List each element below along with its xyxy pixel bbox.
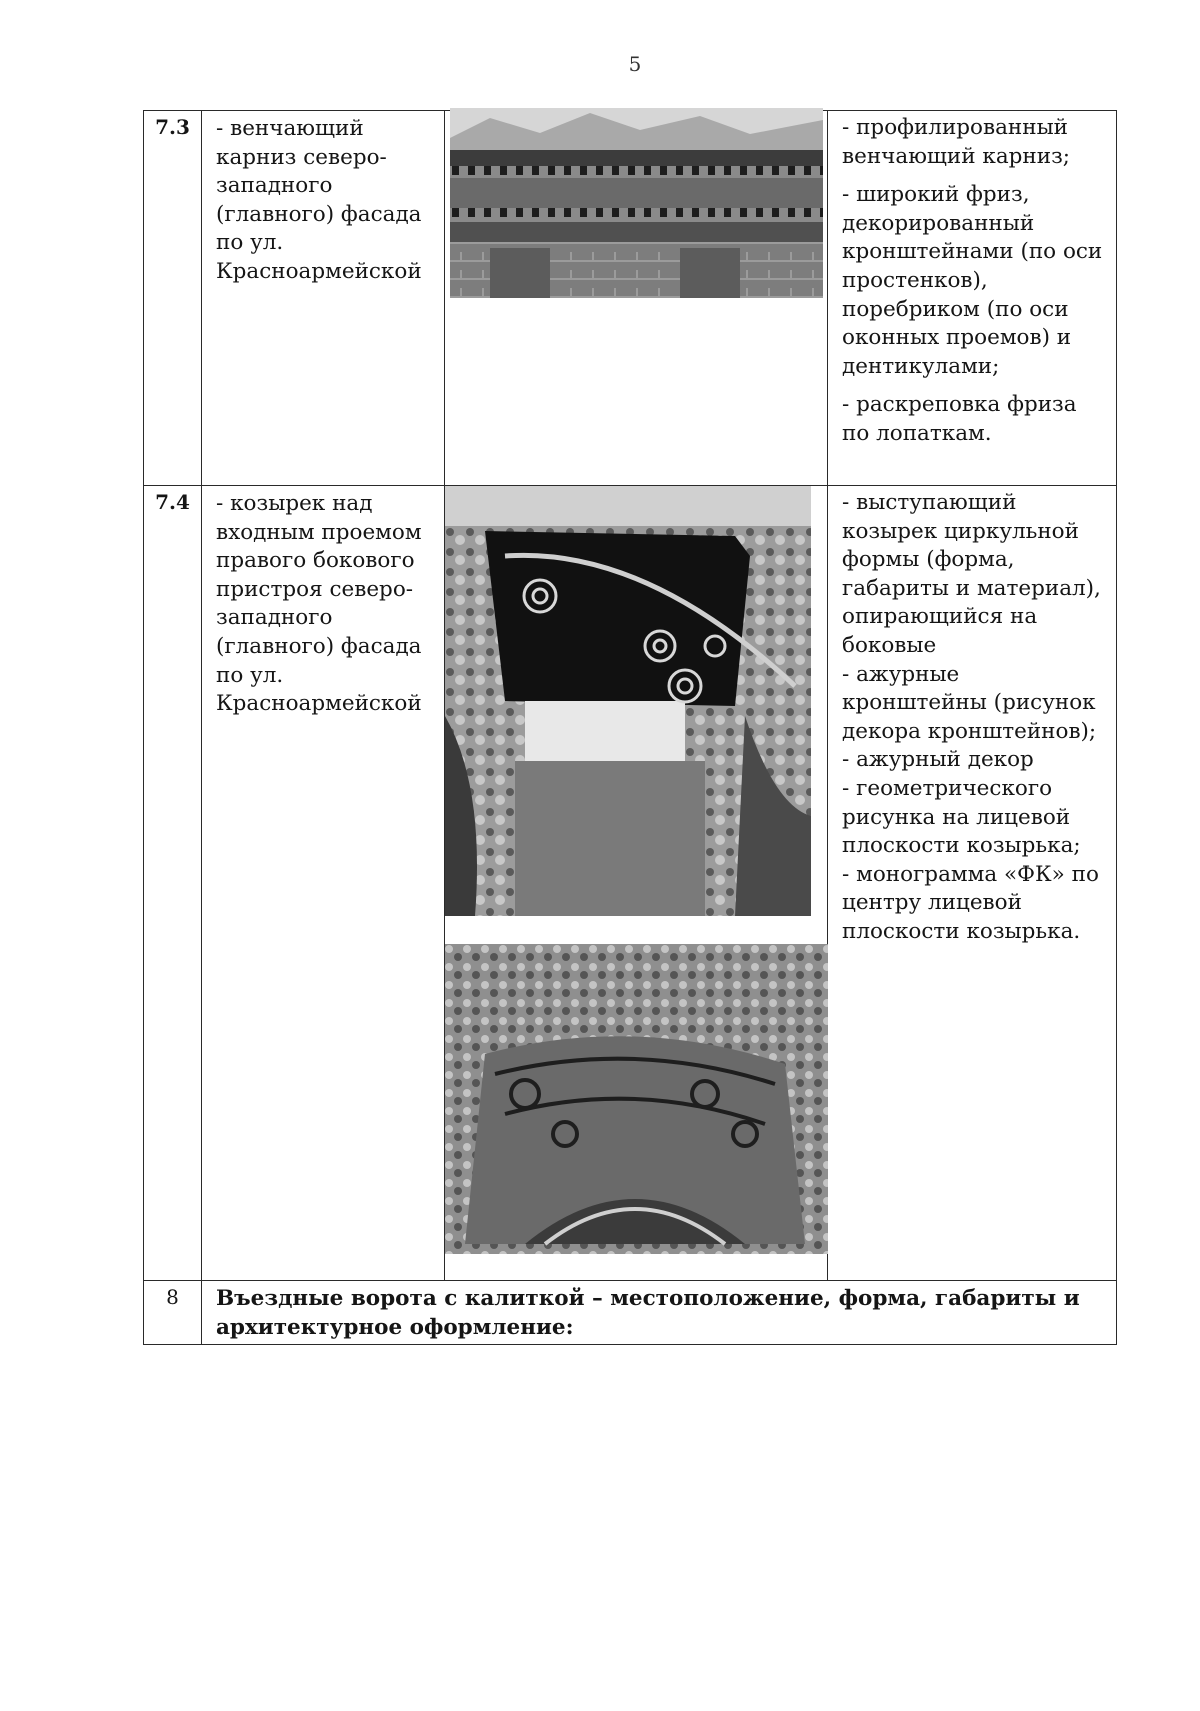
photo-cell	[445, 111, 828, 486]
photo-cell	[445, 486, 828, 1281]
feature-item: - профилированный венчающий карниз;	[842, 115, 1071, 169]
page-number: 5	[628, 52, 642, 76]
table-row-7-4	[144, 486, 1117, 1281]
section-heading: Въездные ворота с калиткой – местоположение, форма, габариты и архитектурное оформление:	[202, 1281, 1117, 1345]
canopy-photo-underside	[445, 944, 828, 1254]
table-row-8	[144, 1281, 1117, 1345]
protected-features	[828, 111, 1117, 486]
row-number: 7.3	[144, 111, 202, 486]
canopy-photo-front	[445, 486, 811, 916]
table-row-7-3	[144, 111, 1117, 486]
feature-item: - раскреповка фриза по лопаткам.	[842, 392, 1077, 446]
cornice-photo	[450, 108, 823, 298]
row-number: 7.4	[144, 486, 202, 1281]
feature-item: - монограмма «ФК» по центру лицевой плоскости козырька.	[842, 861, 1099, 944]
element-description: - козырек над входным проемом правого бокового пристроя северо-западного (главного) фасада по ул. Красноармейской	[202, 486, 445, 1281]
feature-item: - ажурные кронштейны (рисунок декора кронштейнов);	[842, 661, 1097, 744]
row-number: 8	[144, 1281, 202, 1345]
feature-item: - геометрического рисунка на лицевой плоскости козырька;	[842, 775, 1081, 859]
feature-item: - ажурный декор	[842, 747, 1034, 773]
protected-features	[828, 486, 1117, 1281]
architectural-features-table	[143, 110, 1117, 1345]
feature-item: - широкий фриз, декорированный кронштейнами (по оси простенков), поребриком (по оси оконных проемов) и дентикулами;	[842, 182, 1103, 379]
element-description: - венчающий карниз северо-западного (главного) фасада по ул. Красноармейской	[202, 111, 445, 486]
feature-item: - выступающий козырек циркульной формы (форма, габариты и материал), опирающийся на боковые	[842, 490, 1101, 658]
